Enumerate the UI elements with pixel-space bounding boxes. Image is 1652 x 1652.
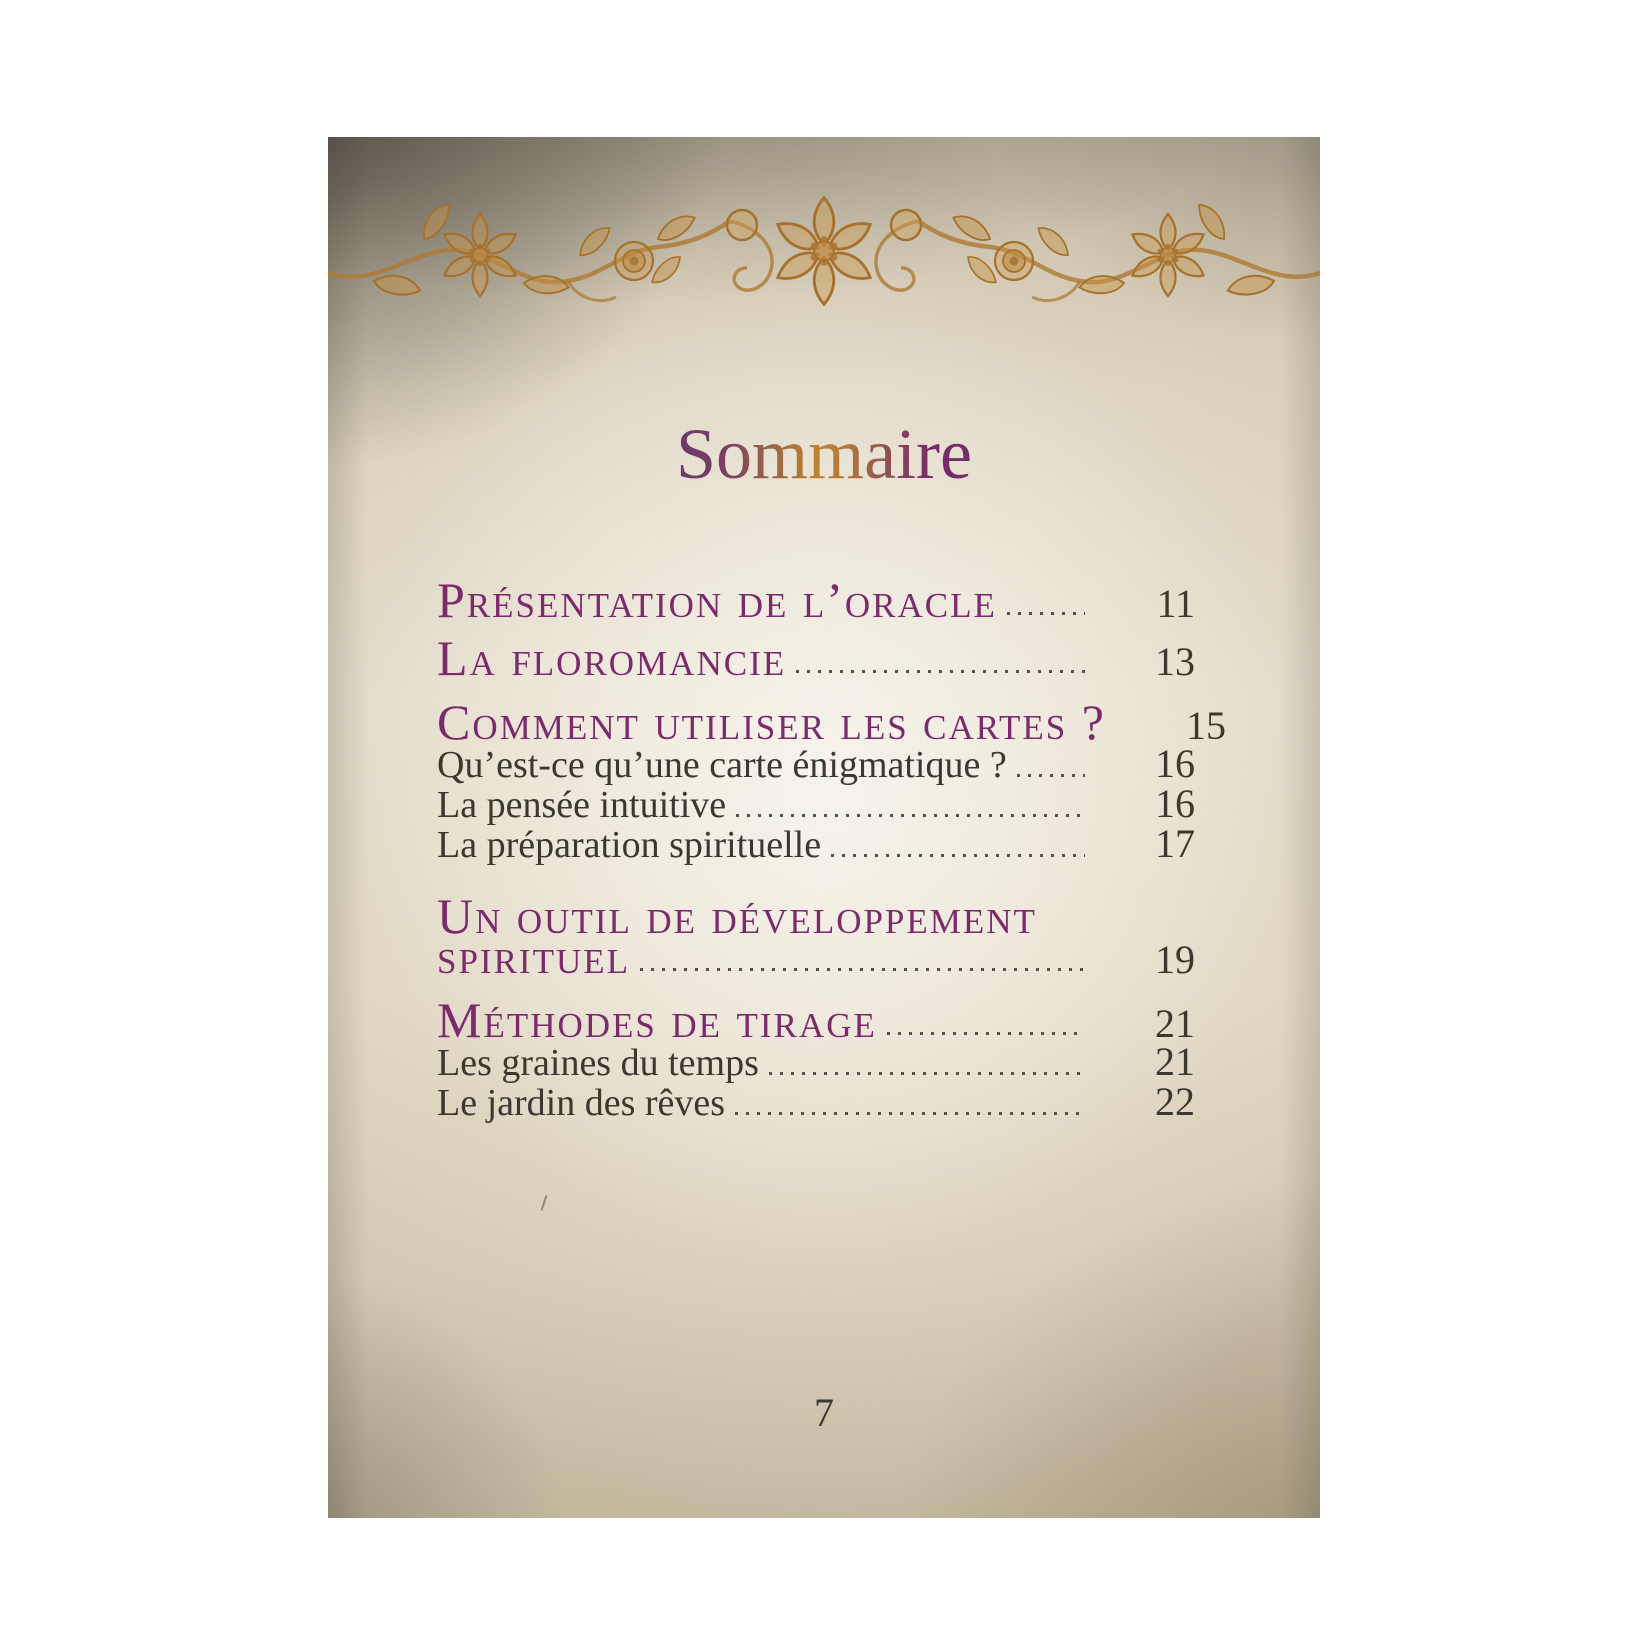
dot-leader [887,1032,1085,1035]
toc-entry [437,1079,1195,1124]
paper-scratch-mark [541,1195,548,1211]
toc-page-number: 11 [1156,581,1195,626]
dot-leader [769,1072,1085,1075]
book-page [328,137,1320,1518]
page-title [328,409,1320,499]
toc-entry [437,630,1195,686]
toc-page-number: 17 [1155,821,1195,866]
dot-leader [640,968,1085,971]
toc-entry [437,781,1195,826]
toc-entry-label: La floromancie [437,630,787,686]
toc-entry [437,821,1195,866]
toc-entry-label: spirituel [437,928,630,984]
toc-entry-label: La préparation spirituelle [437,824,822,866]
dot-leader [831,854,1085,857]
toc-page-number: 21 [1155,1039,1195,1084]
toc-page-number: 16 [1155,741,1195,786]
toc-entry-label: Présentation de l’oracle [437,572,997,628]
dot-leader [735,1112,1085,1115]
toc-page-number: 15 [1185,703,1226,748]
toc-entry-label: Comment utiliser les cartes ? [437,694,1106,750]
toc-page-number: 21 [1155,1001,1195,1046]
toc-entry-label: Les graines du temps [437,1042,759,1084]
toc-entry-label: Le jardin des rêves [437,1082,726,1124]
toc-page-number: 22 [1155,1079,1195,1124]
floral-border-ornament [328,195,1320,323]
toc-entry [437,992,1195,1048]
toc-entry [437,572,1195,628]
dot-leader [1017,774,1085,777]
toc-entry-label: Un outil de développement [437,888,1037,944]
toc-page-number: 13 [1155,639,1195,684]
toc-page-number: 16 [1155,781,1195,826]
footer-page-number: 7 [814,1390,834,1435]
dot-leader [736,814,1085,817]
toc [437,572,1226,1124]
toc-entry-label: Méthodes de tirage [437,992,877,1048]
toc-entry [437,741,1195,786]
dot-leader [1007,612,1085,615]
dot-leader [796,670,1085,673]
toc-entry [437,1039,1195,1084]
toc-entry [437,694,1226,750]
toc-entry-label: Qu’est-ce qu’une carte énigmatique ? [437,744,1007,786]
page-title-text: Sommaire [676,409,972,499]
toc-page-number: 19 [1155,937,1195,982]
toc-entry-label: La pensée intuitive [437,784,727,826]
